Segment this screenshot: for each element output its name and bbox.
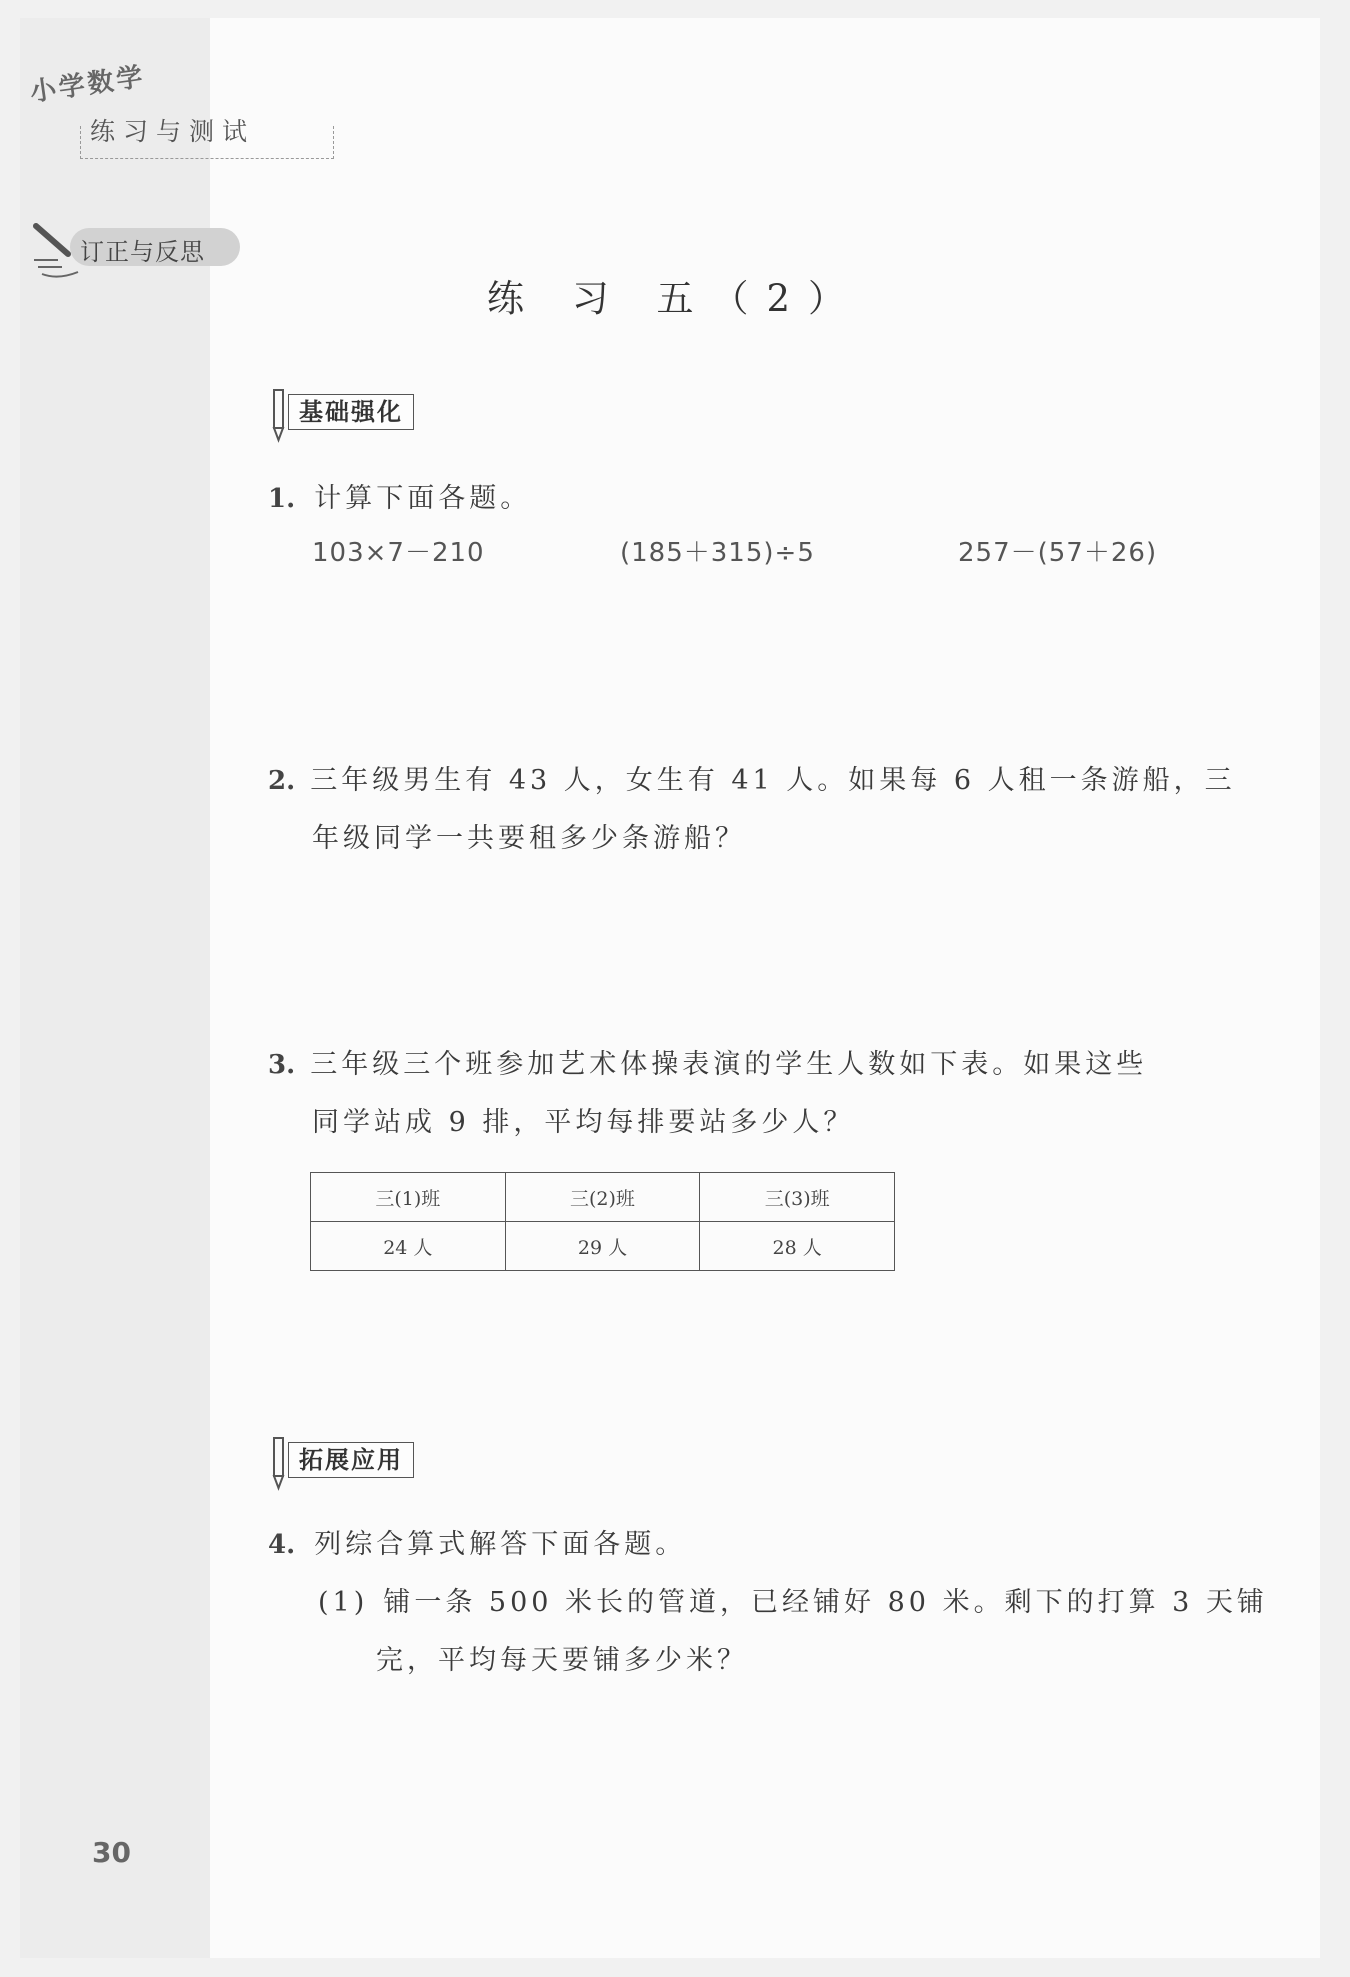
- section-extend-label: 拓展应用: [288, 1442, 414, 1478]
- subquestion-text-line2: 完，平均每天要铺多少米？: [376, 1645, 748, 1676]
- question-text-line2: 年级同学一共要租多少条游船？: [312, 823, 746, 854]
- question-text: 计算下面各题。: [314, 483, 532, 514]
- question-number: 4.: [268, 1530, 296, 1560]
- question-text: 列综合算式解答下面各题。: [314, 1529, 687, 1560]
- table-cell: 29 人: [505, 1222, 700, 1271]
- expression-2: (185＋315)÷5: [620, 538, 815, 568]
- question-text-line2: 同学站成 9 排，平均每排要站多少人？: [312, 1107, 855, 1138]
- brand-title: 小学数学: [28, 61, 148, 108]
- class-count-table: [310, 1172, 895, 1271]
- question-number: 3.: [268, 1050, 296, 1080]
- table-header-row: [311, 1173, 895, 1222]
- expression-3: 257－(57＋26): [958, 538, 1158, 568]
- subquestion-number: (1): [318, 1587, 369, 1618]
- question-1: [268, 476, 531, 515]
- question-2: [268, 758, 1236, 797]
- table-header-cell: 三(2)班: [505, 1173, 700, 1222]
- question-number: 1.: [268, 484, 296, 514]
- page-number: 30: [92, 1836, 131, 1869]
- question-text-line1: 三年级三个班参加艺术体操表演的学生人数如下表。如果这些: [310, 1049, 1148, 1080]
- pencil-icon: [268, 1434, 290, 1494]
- table-header-cell: 三(1)班: [311, 1173, 506, 1222]
- question-text-line1: 三年级男生有 43 人，女生有 41 人。如果每 6 人租一条游船，三: [310, 765, 1236, 796]
- subquestion-text-line1: 铺一条 500 米长的管道，已经铺好 80 米。剩下的打算 3 天铺: [383, 1587, 1268, 1618]
- correction-label: 订正与反思: [80, 238, 205, 266]
- table-cell: 24 人: [311, 1222, 506, 1271]
- question-4-sub-1: [318, 1580, 1268, 1619]
- table-row: [311, 1222, 895, 1271]
- section-extend-header: [268, 1434, 468, 1480]
- page-title: 练 习 五（2）: [486, 277, 864, 320]
- question-4: [268, 1522, 686, 1561]
- pencil-icon: [268, 386, 290, 446]
- brand-underline-box: [80, 126, 334, 159]
- question-number: 2.: [268, 766, 296, 796]
- table-cell: 28 人: [700, 1222, 895, 1271]
- section-basic-label: 基础强化: [288, 394, 414, 430]
- section-basic-header: [268, 386, 468, 432]
- brand-subtitle: 练习与测试: [90, 117, 256, 146]
- expression-1: 103×7－210: [312, 538, 485, 568]
- question-3: [268, 1042, 1147, 1081]
- table-header-cell: 三(3)班: [700, 1173, 895, 1222]
